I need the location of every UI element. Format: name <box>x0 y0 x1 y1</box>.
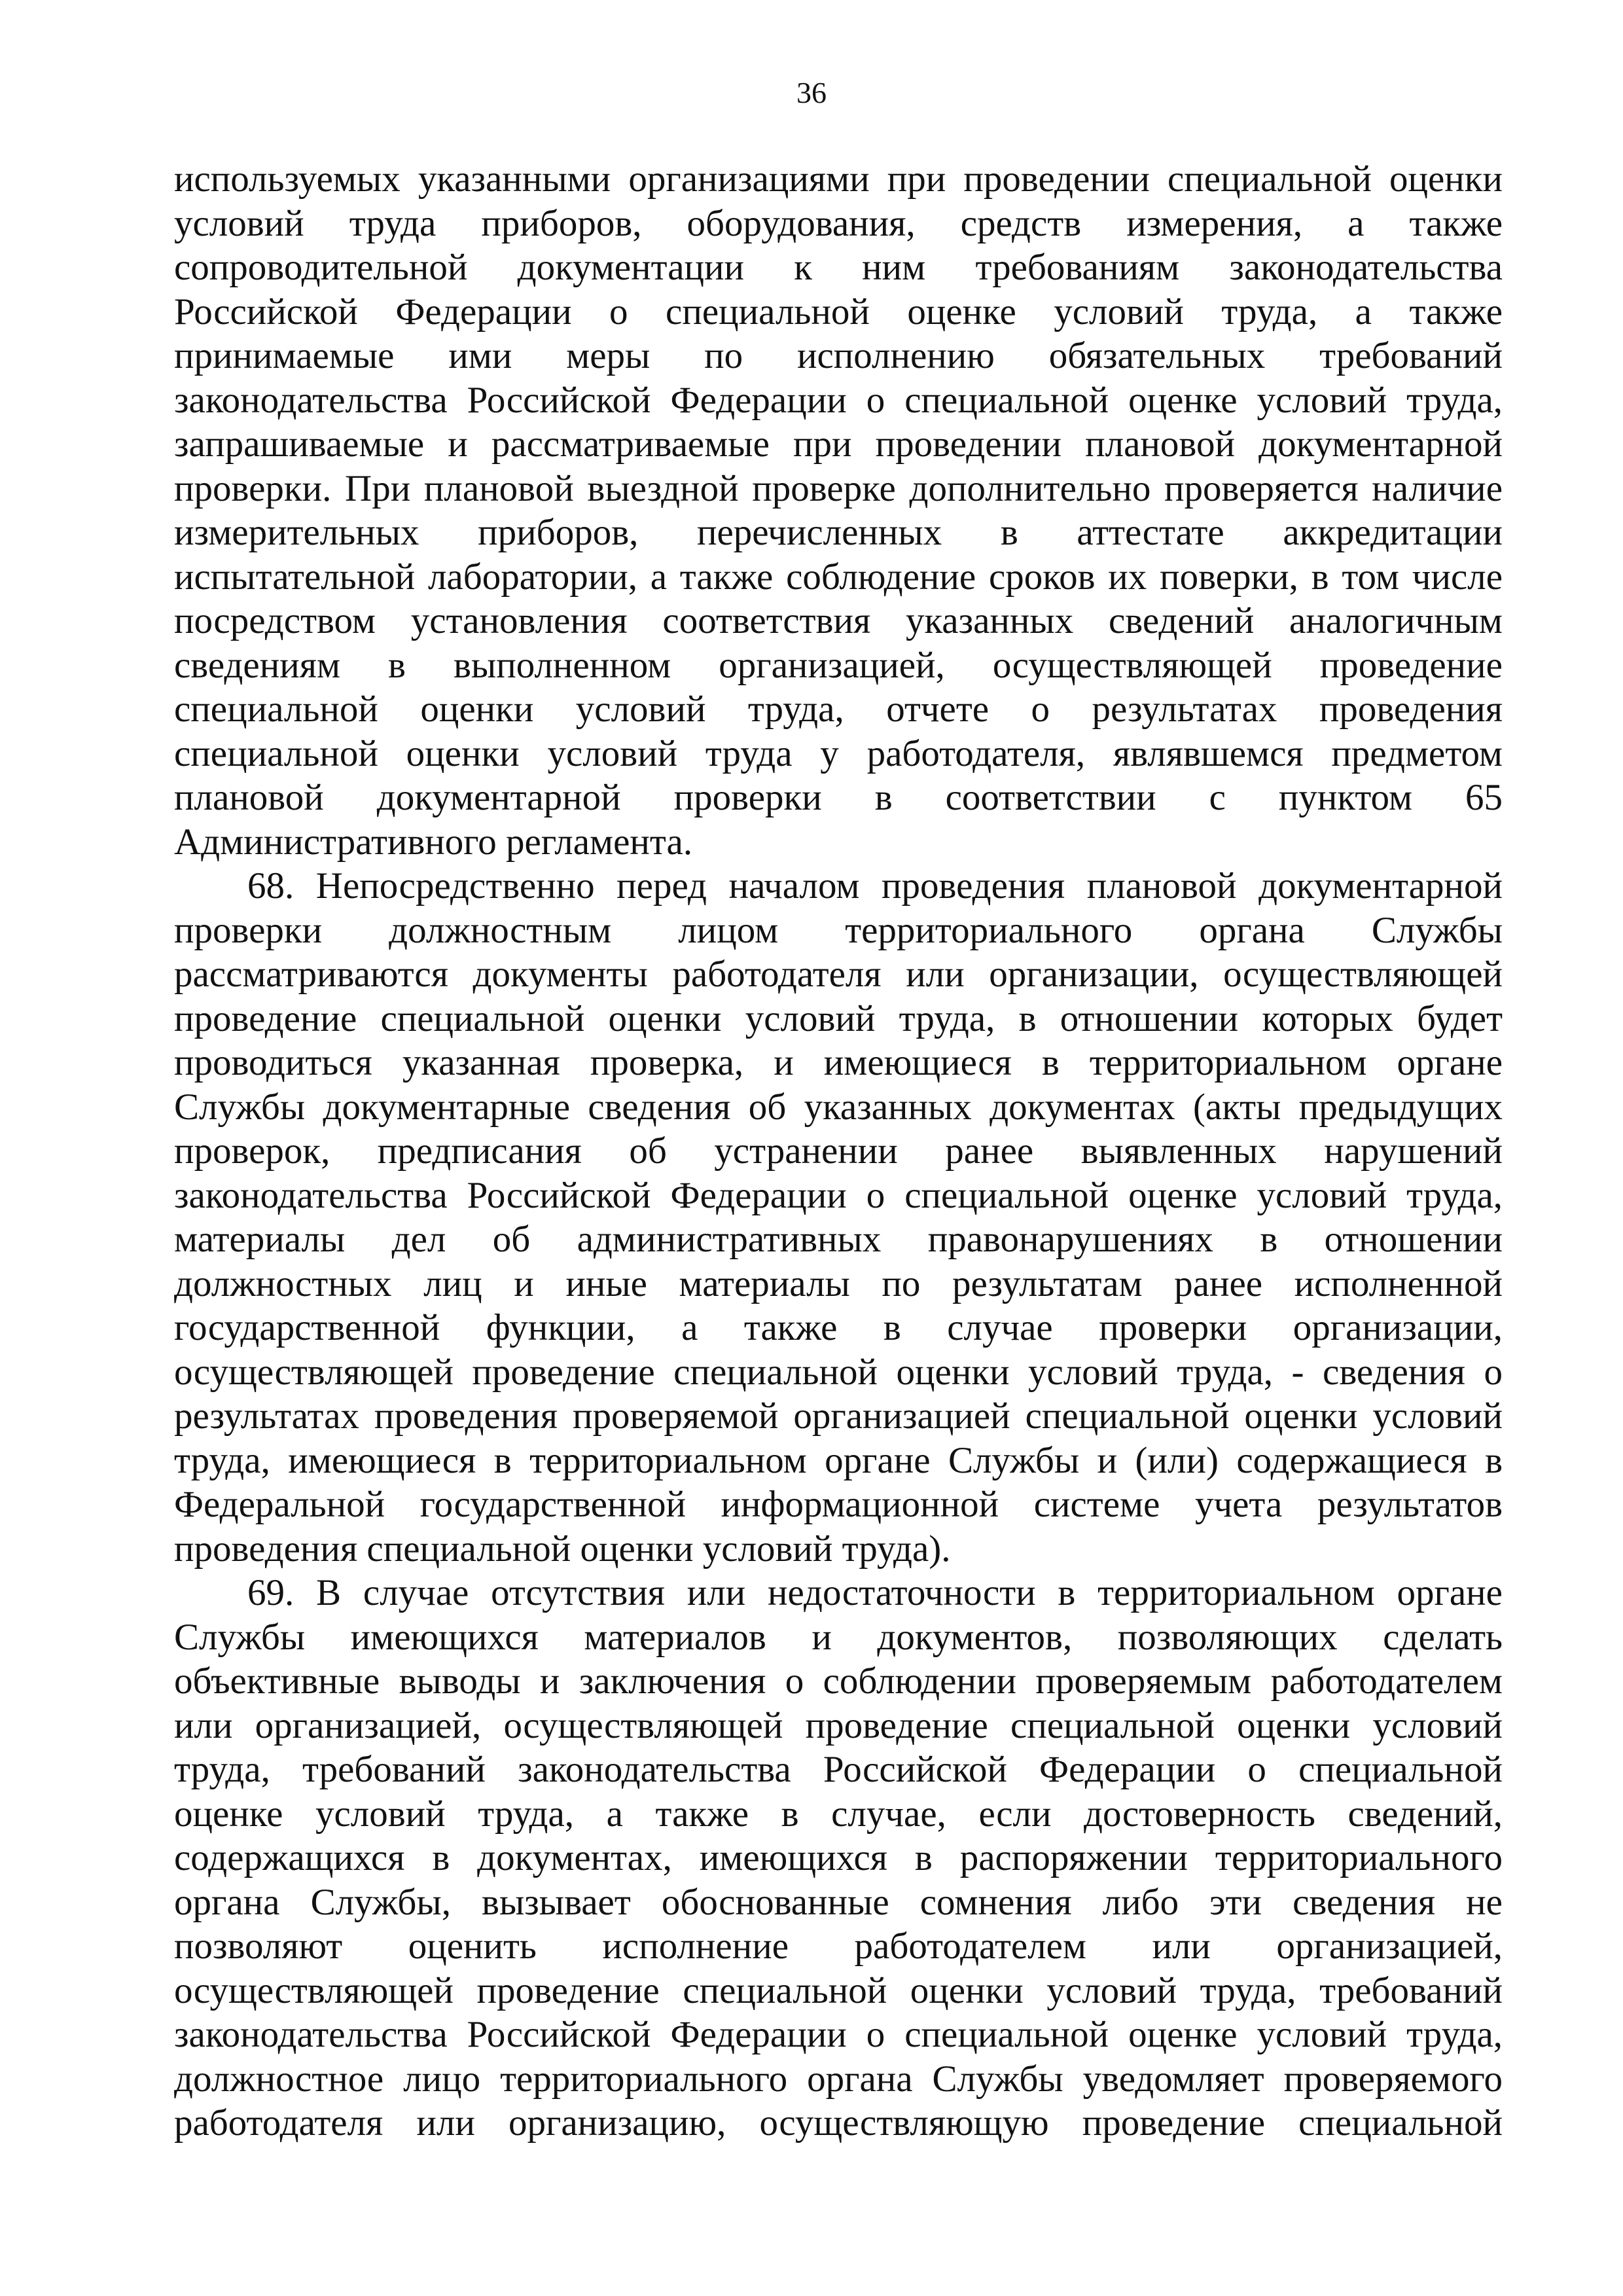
text-line: результатах проведения проверяемой организацией специальной оценки условий <box>174 1395 1503 1437</box>
text-line: условий труда приборов, оборудования, средств измерения, а также <box>174 202 1503 244</box>
text-line: проведения специальной оценки условий труда). <box>174 1528 951 1570</box>
text-line: органа Службы, вызывает обоснованные сомнения либо эти сведения не <box>174 1881 1503 1923</box>
text-line: проведение специальной оценки условий труда, в отношении которых будет <box>174 997 1503 1039</box>
document-body <box>174 157 1503 2145</box>
text-line: оценке условий труда, а также в случае, если достоверность сведений, <box>174 1793 1503 1835</box>
text-line: труда, имеющиеся в территориальном органе Службы и (или) содержащиеся в <box>174 1439 1503 1481</box>
text-line: используемых указанными организациями при проведении специальной оценки <box>174 158 1503 200</box>
text-line: посредством установления соответствия указанных сведений аналогичным <box>174 600 1503 641</box>
text-line: осуществляющей проведение специальной оценки условий труда, - сведения о <box>174 1351 1503 1393</box>
text-line: содержащихся в документах, имеющихся в распоряжении территориального <box>174 1837 1503 1878</box>
text-line: запрашиваемые и рассматриваемые при проведении плановой документарной <box>174 423 1503 465</box>
text-line: позволяют оценить исполнение работодателем или организацией, <box>174 1926 1503 1967</box>
text-line: работодателя или организацию, осуществляющую проведение специальной <box>174 2102 1503 2144</box>
text-line: специальной оценки условий труда у работодателя, являвшемся предметом <box>174 732 1503 774</box>
text-line: объективные выводы и заключения о соблюдении проверяемым работодателем <box>174 1660 1503 1702</box>
text-line: Российской Федерации о специальной оценке условий труда, а также <box>174 291 1503 332</box>
text-line: проверки. При плановой выездной проверке дополнительно проверяется наличие <box>174 467 1503 509</box>
text-line: специальной оценки условий труда, отчете о результатах проведения <box>174 689 1503 730</box>
text-line: проверки должностным лицом территориального органа Службы <box>174 909 1503 951</box>
text-line: принимаемые ими меры по исполнению обязательных требований <box>174 335 1503 376</box>
text-line: законодательства Российской Федерации о специальной оценке условий труда, <box>174 2014 1503 2055</box>
text-line: материалы дел об административных правонарушениях в отношении <box>174 1219 1503 1260</box>
text-line: проводиться указанная проверка, и имеющиеся в территориальном органе <box>174 1042 1503 1083</box>
page-number: 36 <box>796 76 827 109</box>
text-line: проверок, предписания об устранении ранее выявленных нарушений <box>174 1130 1503 1172</box>
text-line: Федеральной государственной информационной системе учета результатов <box>174 1484 1503 1525</box>
text-line: государственной функции, а также в случае проверки организации, <box>174 1307 1503 1348</box>
text-line: 69. В случае отсутствия или недостаточности в территориальном органе <box>247 1572 1503 1613</box>
text-line: плановой документарной проверки в соответствии с пунктом 65 <box>174 777 1503 818</box>
text-line: должностных лиц и иные материалы по результатам ранее исполненной <box>174 1263 1503 1304</box>
text-line: сопроводительной документации к ним требованиям законодательства <box>174 247 1503 288</box>
text-line: осуществляющей проведение специальной оценки условий труда, требований <box>174 1969 1503 2011</box>
text-line: законодательства Российской Федерации о специальной оценке условий труда, <box>174 379 1503 421</box>
text-line: законодательства Российской Федерации о специальной оценке условий труда, <box>174 1174 1503 1216</box>
text-line: Службы имеющихся материалов и документов, позволяющих сделать <box>174 1616 1503 1658</box>
text-line: 68. Непосредственно перед началом проведения плановой документарной <box>247 865 1503 906</box>
text-line: Административного регламента. <box>174 821 693 863</box>
text-line: измерительных приборов, перечисленных в аттестате аккредитации <box>174 512 1503 553</box>
text-line: испытательной лаборатории, а также соблюдение сроков их поверки, в том числе <box>174 556 1503 598</box>
text-line: труда, требований законодательства Российской Федерации о специальной <box>174 1749 1503 1790</box>
text-line: Службы документарные сведения об указанных документах (акты предыдущих <box>174 1086 1503 1128</box>
text-line: или организацией, осуществляющей проведение специальной оценки условий <box>174 1704 1503 1746</box>
text-line: сведениям в выполненном организацией, осуществляющей проведение <box>174 644 1503 686</box>
text-line: должностное лицо территориального органа Службы уведомляет проверяемого <box>174 2058 1503 2100</box>
text-line: рассматриваются документы работодателя или организации, осуществляющей <box>174 954 1503 995</box>
